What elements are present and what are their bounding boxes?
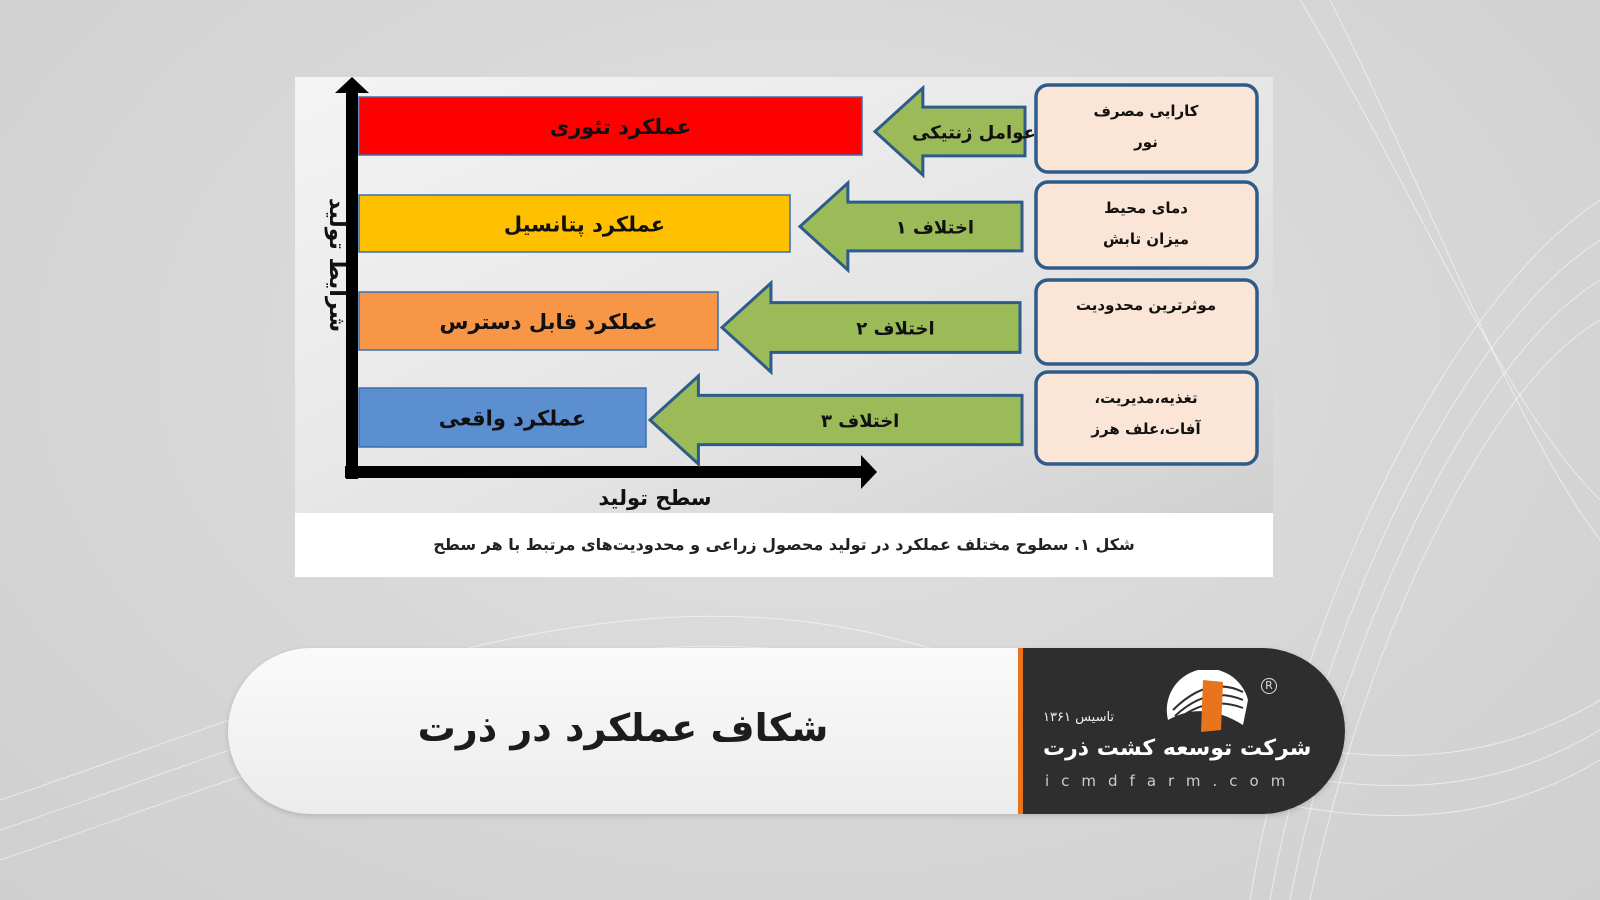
yield-bar-label: عملکرد قابل دسترس xyxy=(439,310,658,334)
yield-bar xyxy=(359,388,646,447)
constraint-line-2: آفات،علف هرز xyxy=(1091,420,1201,438)
diagram-canvas xyxy=(295,77,1273,513)
gap-arrow-label: اختلاف ۱ xyxy=(895,217,975,239)
constraint-box xyxy=(1036,85,1257,172)
yield-bar xyxy=(359,195,790,252)
constraint-line-1: تغذیه،مدیریت، xyxy=(1094,389,1198,407)
x-axis-label: سطح تولید xyxy=(598,486,712,510)
constraint-line-2: نور xyxy=(1134,133,1158,151)
yield-bar-label: عملکرد تئوری xyxy=(549,115,692,139)
y-axis-label: شرایط تولید xyxy=(324,197,349,333)
constraint-box xyxy=(1036,280,1257,364)
gap-arrow-label: عوامل ژنتیکی xyxy=(912,122,1036,144)
constraint-line-1: کارایی مصرف xyxy=(1093,102,1199,120)
title-banner xyxy=(228,648,1345,814)
constraint-line-2: میزان تابش xyxy=(1102,230,1190,248)
yield-bar xyxy=(359,97,862,155)
yield-bar-label: عملکرد پتانسیل xyxy=(503,212,666,237)
gap-arrow-label: اختلاف ۲ xyxy=(856,318,935,340)
yield-levels-figure xyxy=(295,77,1273,577)
constraint-line-1: دمای محیط xyxy=(1104,199,1188,217)
constraint-box xyxy=(1036,372,1257,464)
website-link[interactable]: icmdfarm.com xyxy=(1045,772,1298,790)
page-title: شکاف عملکرد در ذرت xyxy=(417,706,829,750)
brand-panel xyxy=(1018,648,1345,814)
gap-arrow-label: اختلاف ۳ xyxy=(821,411,900,432)
registered-mark: R xyxy=(1261,678,1277,694)
founded-year: تاسیس ۱۳۶۱ xyxy=(1043,710,1115,725)
yield-bar-label: عملکرد واقعی xyxy=(438,406,587,431)
figure-caption: شکل ۱. سطوح مختلف عملکرد در تولید محصول زراعی و محدودیت‌های مرتبط با هر سطح xyxy=(433,535,1135,554)
constraint-box xyxy=(1036,182,1257,268)
company-name: شرکت توسعه کشت ذرت xyxy=(1043,736,1312,761)
company-logo-icon xyxy=(1163,670,1253,740)
constraint-line-1: موثرترین محدودیت xyxy=(1075,296,1217,314)
yield-bar xyxy=(359,292,718,350)
